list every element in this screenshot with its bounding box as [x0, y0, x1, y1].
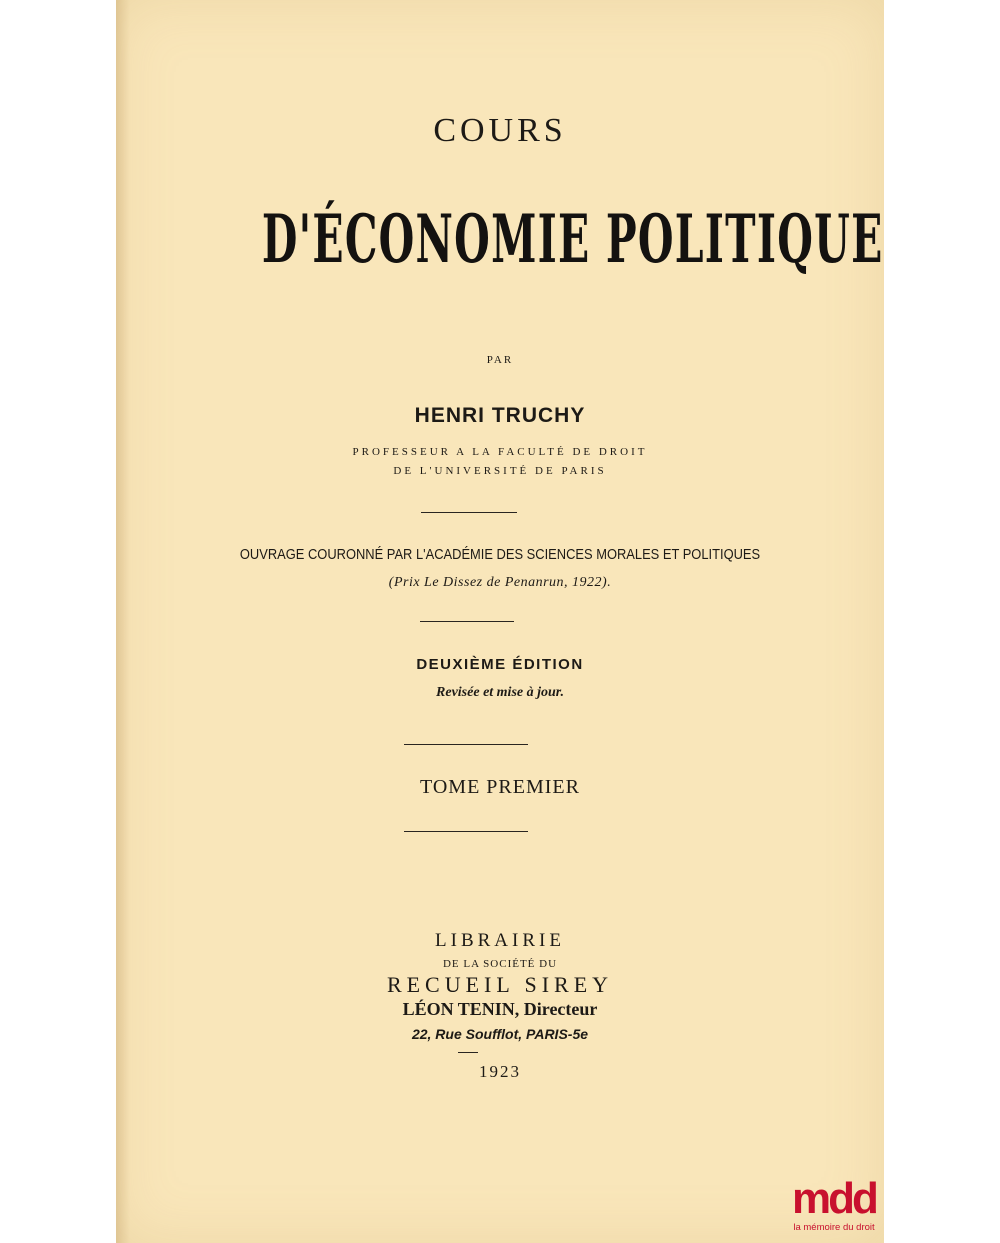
publication-year: 1923 — [479, 1062, 521, 1081]
divider-rule — [420, 621, 514, 622]
author-name: HENRI TRUCHY — [414, 404, 586, 427]
author-title-line2: DE L'UNIVERSITÉ DE PARIS — [393, 465, 607, 477]
publisher-line2: DE LA SOCIÉTÉ DU — [442, 958, 558, 970]
publisher-director: LÉON TENIN, Directeur — [402, 999, 598, 1019]
edition-heading: DEUXIÈME ÉDITION — [416, 656, 584, 673]
divider-rule — [458, 1052, 478, 1053]
series-heading: COURS — [433, 112, 567, 149]
publisher-address: 22, Rue Soufflot, PARIS-5e — [411, 1026, 589, 1042]
publisher-line1: LIBRAIRIE — [435, 930, 565, 951]
divider-rule — [404, 744, 528, 745]
publisher-line3: RECUEIL SIREY — [386, 972, 614, 997]
by-label: PAR — [486, 354, 514, 366]
prize-note: (Prix Le Dissez de Penanrun, 1922). — [388, 575, 612, 590]
award-statement: OUVRAGE COURONNÉ PAR L'ACADÉMIE DES SCIENCES MORALES ET POLITIQUES — [239, 546, 761, 563]
edition-note: Revisée et mise à jour. — [436, 685, 564, 700]
volume-label: TOME PREMIER — [420, 776, 580, 798]
book-title: D'ÉCONOMIE POLITIQUE — [261, 200, 884, 278]
divider-rule — [404, 831, 528, 832]
author-title-line1: PROFESSEUR A LA FACULTÉ DE DROIT — [352, 446, 648, 458]
page-binding-shadow — [116, 0, 130, 1243]
logo-tagline: la mémoire du droit — [793, 1222, 875, 1233]
mdd-logo — [782, 1176, 886, 1238]
logo-mark: mdd — [792, 1174, 876, 1223]
divider-rule — [421, 512, 517, 513]
book-title-page — [116, 0, 884, 1243]
